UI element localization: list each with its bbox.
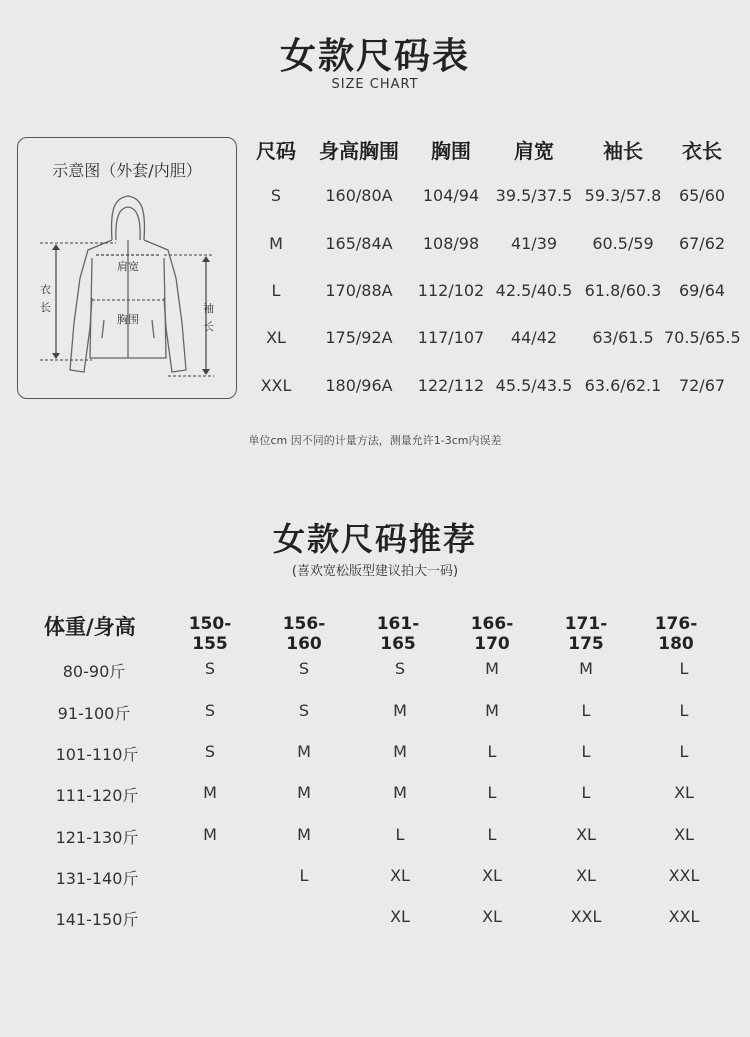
length-cell: 67/62 bbox=[678, 234, 726, 253]
col-header-shoulder: 肩宽 bbox=[514, 139, 554, 163]
sleeve-cell: 59.3/57.8 bbox=[584, 186, 662, 205]
col-header-chest: 胸围 bbox=[431, 139, 471, 163]
sleeve-cell: 61.8/60.3 bbox=[584, 281, 662, 300]
recommend-cell: M bbox=[485, 659, 499, 678]
col-header-sleeve: 袖长 bbox=[603, 139, 643, 163]
height-header-166-170: 166-170 bbox=[470, 614, 514, 654]
recommend-cell: M bbox=[203, 783, 217, 802]
recommend-cell: L bbox=[581, 701, 591, 720]
length-cell: 65/60 bbox=[678, 186, 726, 205]
recommend-cell: S bbox=[204, 701, 216, 720]
size-cell: XXL bbox=[260, 376, 292, 395]
chest-cell: 108/98 bbox=[422, 234, 480, 253]
recommend-cell: M bbox=[393, 742, 407, 761]
recommend-cell: L bbox=[299, 866, 309, 885]
chest-cell: 117/107 bbox=[417, 328, 485, 347]
recommend-cell: XL bbox=[482, 907, 502, 926]
sleeve-label-char-2: 长 bbox=[203, 320, 214, 333]
recommendation-title: 女款尺码推荐 bbox=[272, 520, 477, 558]
shoulder-cell: 42.5/40.5 bbox=[495, 281, 573, 300]
recommend-cell: S bbox=[204, 742, 216, 761]
sleeve-label-char-1: 袖 bbox=[203, 302, 214, 315]
weight-label: 111-120斤 bbox=[55, 786, 139, 805]
height-header-156-160: 156-160 bbox=[282, 614, 326, 654]
height-chest-cell: 180/96A bbox=[325, 376, 393, 395]
chest-cell: 122/112 bbox=[417, 376, 485, 395]
recommend-cell: M bbox=[297, 783, 311, 802]
height-header-150-155: 150-155 bbox=[188, 614, 232, 654]
recommend-cell: M bbox=[297, 742, 311, 761]
height-chest-cell: 175/92A bbox=[325, 328, 393, 347]
col-header-height-chest: 身高胸围 bbox=[319, 139, 399, 163]
length-label-char-2: 长 bbox=[40, 301, 51, 314]
size-chart-title: 女款尺码表 bbox=[279, 36, 470, 77]
recommend-cell: L bbox=[487, 783, 497, 802]
height-chest-cell: 170/88A bbox=[325, 281, 393, 300]
height-header-171-175: 171-175 bbox=[564, 614, 608, 654]
shoulder-label: 肩宽 bbox=[117, 260, 139, 273]
col-header-length: 衣长 bbox=[682, 139, 722, 163]
recommend-cell: XXL bbox=[570, 907, 602, 926]
diagram-caption: 示意图（外套/内胆） bbox=[52, 161, 202, 180]
height-header-176-180: 176-180 bbox=[654, 614, 698, 654]
height-header-161-165: 161-165 bbox=[376, 614, 420, 654]
length-label-char-1: 衣 bbox=[40, 283, 51, 296]
recommend-cell: XL bbox=[390, 866, 410, 885]
length-cell: 72/67 bbox=[678, 376, 726, 395]
weight-label: 141-150斤 bbox=[55, 910, 139, 929]
weight-label: 80-90斤 bbox=[62, 662, 126, 681]
recommend-cell: L bbox=[679, 659, 689, 678]
weight-label: 121-130斤 bbox=[55, 828, 139, 847]
chest-label: 胸围 bbox=[117, 313, 139, 326]
recommend-cell: L bbox=[679, 742, 689, 761]
recommend-cell: XL bbox=[674, 783, 694, 802]
chest-cell: 104/94 bbox=[422, 186, 480, 205]
jacket-diagram bbox=[17, 137, 237, 399]
chest-cell: 112/102 bbox=[417, 281, 485, 300]
recommend-cell: S bbox=[298, 659, 310, 678]
recommend-cell: M bbox=[203, 825, 217, 844]
recommend-cell: S bbox=[394, 659, 406, 678]
recommend-cell: XXL bbox=[668, 866, 700, 885]
recommend-cell: L bbox=[395, 825, 405, 844]
recommend-cell: S bbox=[298, 701, 310, 720]
recommend-cell: XXL bbox=[668, 907, 700, 926]
weight-label: 101-110斤 bbox=[55, 745, 139, 764]
length-cell: 69/64 bbox=[678, 281, 726, 300]
recommend-cell: M bbox=[485, 701, 499, 720]
recommend-cell: L bbox=[679, 701, 689, 720]
recommend-cell: XL bbox=[482, 866, 502, 885]
recommendation-subtitle: (喜欢宽松版型建议拍大一码) bbox=[291, 564, 459, 579]
recommend-cell: XL bbox=[576, 866, 596, 885]
weight-height-header: 体重/身高 bbox=[44, 615, 136, 639]
weight-label: 131-140斤 bbox=[55, 869, 139, 888]
recommend-cell: S bbox=[204, 659, 216, 678]
size-cell: L bbox=[271, 281, 281, 300]
recommend-cell: L bbox=[487, 742, 497, 761]
height-chest-cell: 160/80A bbox=[325, 186, 393, 205]
recommend-cell: L bbox=[487, 825, 497, 844]
recommend-cell: M bbox=[393, 701, 407, 720]
recommend-cell: M bbox=[393, 783, 407, 802]
size-chart-subtitle: SIZE CHART bbox=[331, 77, 419, 92]
size-cell: XL bbox=[266, 328, 286, 347]
shoulder-cell: 39.5/37.5 bbox=[495, 186, 573, 205]
recommend-cell: XL bbox=[674, 825, 694, 844]
shoulder-cell: 44/42 bbox=[510, 328, 558, 347]
col-header-size: 尺码 bbox=[256, 139, 296, 163]
sleeve-cell: 63.6/62.1 bbox=[584, 376, 662, 395]
recommend-cell: L bbox=[581, 783, 591, 802]
shoulder-cell: 41/39 bbox=[510, 234, 558, 253]
recommend-cell: XL bbox=[390, 907, 410, 926]
sleeve-cell: 63/61.5 bbox=[592, 328, 654, 347]
sleeve-cell: 60.5/59 bbox=[592, 234, 654, 253]
measurement-note: 单位cm 因不同的计量方法，测量允许1-3cm内误差 bbox=[248, 434, 502, 447]
recommend-cell: L bbox=[581, 742, 591, 761]
shoulder-cell: 45.5/43.5 bbox=[495, 376, 573, 395]
recommend-cell: M bbox=[579, 659, 593, 678]
recommend-cell: M bbox=[297, 825, 311, 844]
length-cell: 70.5/65.5 bbox=[664, 328, 741, 347]
recommend-cell: XL bbox=[576, 825, 596, 844]
weight-label: 91-100斤 bbox=[57, 704, 131, 723]
height-chest-cell: 165/84A bbox=[325, 234, 393, 253]
size-cell: M bbox=[269, 234, 283, 253]
size-cell: S bbox=[270, 186, 282, 205]
